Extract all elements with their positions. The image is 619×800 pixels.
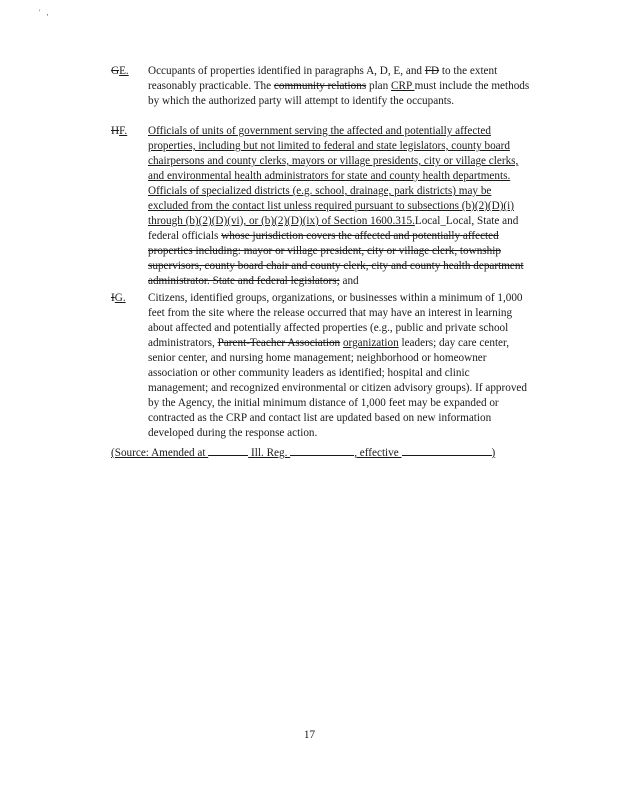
text: Occupants of properties identified in paragraphs A, D, E, and — [148, 65, 425, 77]
inserted-text: CRP — [391, 80, 415, 92]
label-inserted: E. — [119, 65, 129, 77]
source-text: (Source: Amended at — [111, 447, 209, 459]
text: Local_Local, State and federal officials — [148, 215, 519, 242]
blank-page — [290, 443, 354, 456]
corner-mark: ' , — [39, 8, 51, 17]
label-inserted: G. — [114, 292, 126, 304]
paragraph-label — [111, 124, 145, 139]
struck-text: whose jurisdiction covers the affected and potentially affected properties including: mayor or village president, city or village clerk, township supervisors, county board chair and county clerk, city and county health department administrator. State and federal legislators; — [148, 230, 524, 287]
text: leaders; day care center, senior center, and nursing home management; neighborhood or homeowner association or other community leaders as identified; hospital and clinic management; and recognized environmental or citizen advisory groups). If approved by the Agency, the initial minimum distance of 1,000 feet may be expanded or contracted as the CRP and contact list are updated based on new information developed during the response action. — [148, 337, 527, 439]
label-inserted: F. — [119, 125, 128, 137]
text: plan — [366, 80, 392, 92]
struck-text: community relations — [273, 80, 367, 92]
label-deleted: G — [111, 65, 120, 77]
label-deleted: H — [111, 125, 120, 137]
label-deleted: I — [111, 292, 115, 304]
paragraph-label — [111, 64, 145, 79]
inserted-text: federal and state legislators, county board chairpersons and county clerks, mayors or village presidents, city or village clerks, and environmental health administrators for state and county health departments. Officials of specialized districts (e.g. school, drainage, park districts) may be excluded from the contact list unless required pursuant to subsections (b)(2)(D)(i) through (b)(2)(D)(vi), or (b)(2)(D)(ix) of Section 1600.315. — [148, 140, 519, 227]
text: must include the methods by which the authorized party will attempt to identify the occupants. — [148, 80, 530, 107]
paragraph-body — [148, 124, 531, 289]
source-text: , effective — [354, 447, 402, 459]
source-note — [111, 443, 531, 461]
blank-volume — [208, 443, 248, 456]
paragraph-g — [111, 291, 531, 441]
page-number: 17 — [303, 729, 316, 741]
source-text: ) — [491, 447, 496, 459]
source-text: Ill. Reg. — [248, 447, 291, 459]
text: Citizens, identified groups, organizations, or businesses within a minimum of 1,000 feet from the site where the release occurred that may have an interest in learning about affected and potentially affected properties (e.g., public and private school administrators, — [148, 292, 523, 349]
paragraph-f — [111, 124, 531, 289]
struck-text: Parent-Teacher Association — [217, 337, 341, 349]
inserted-text: Officials of units of government serving the affected and potentially affected properties, including but not limited to — [148, 125, 491, 152]
paragraph-body — [148, 64, 531, 109]
text: and — [339, 275, 359, 287]
struck-text: FD — [424, 65, 440, 77]
paragraph-e — [111, 64, 531, 109]
blank-date — [402, 443, 492, 456]
inserted-text: organization — [342, 337, 399, 349]
paragraph-body — [148, 291, 531, 441]
text: to the extent reasonably practicable. The — [148, 65, 498, 92]
paragraph-label — [111, 291, 145, 306]
